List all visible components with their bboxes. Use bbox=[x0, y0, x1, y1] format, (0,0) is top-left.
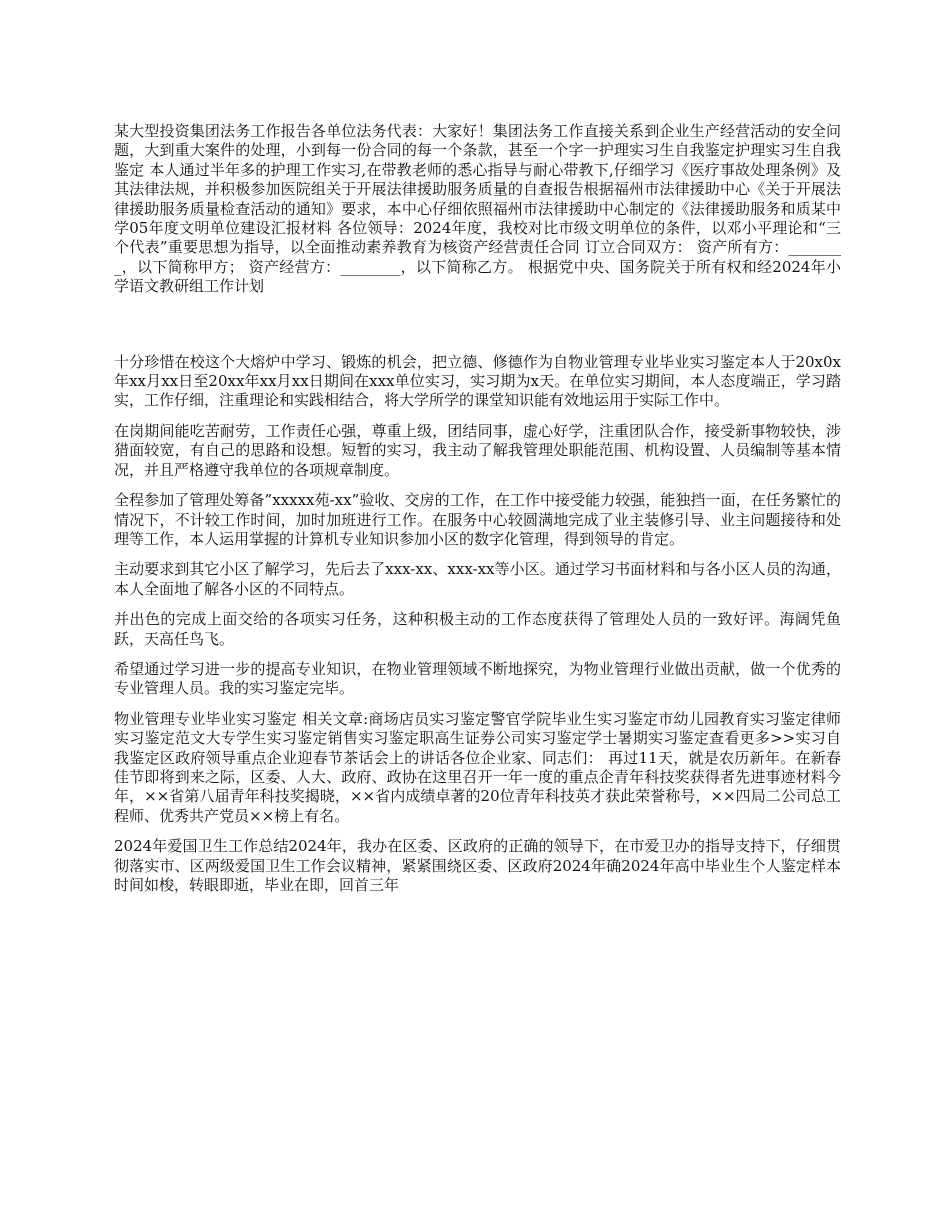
paragraph-preparation-work: 全程参加了管理处筹备”xxxxx苑-xx”验收、交房的工作，在工作中接受能力较强，能独挡一面，在任务繁忙的情况下，不计较工作时间，加时加班进行工作。在服务中心较圆满地完成了业主装修引导、业主问题接待和处理等工作，本人运用掌握的计算机专业知识参加小区的数字化管理，得到领导的肯定。 bbox=[114, 491, 841, 548]
paragraph-hopes: 希望通过学习进一步的提高专业知识，在物业管理领域不断地探究，为物业管理行业做出贡献，做一个优秀的专业管理人员。我的实习鉴定完毕。 bbox=[114, 659, 841, 698]
paragraph-health-summary: 2024年爱国卫生工作总结2024年，我办在区委、区政府的正确的领导下，在市爱卫办的指导支持下，仔细贯彻落实市、区两级爱国卫生工作会议精神，紧紧围绕区委、区政府2024年确2024年高中毕业生个人鉴定样本 时间如梭，转眼即逝，毕业在即，回首三年 bbox=[114, 837, 841, 894]
paragraph-legal-report: 某大型投资集团法务工作报告各单位法务代表：大家好！集团法务工作直接关系到企业生产经营活动的安全问题，大到重大案件的处理，小到每一份合同的每一个条款，甚至一个字一护理实习生自我鉴定护理实习生自我鉴定 本人通过半年多的护理工作实习,在带教老师的悉心指导与耐心带教下,仔细学习《医疗事故处理条例》及其法律法规，并积极参加医院组关于开展法律援助服务质量的自查报告根据福州市法律援助中心《关于开展法律援助服务质量检查活动的通知》要求，本中心仔细依照福州市法律援助中心制定的《法律援助服务和质某中学05年度文明单位建设汇报材料 各位领导：2024年度，我校对比市级文明单位的条件，以邓小平理论和“三个代表”重要思想为指导，以全面推动素养教育为核资产经营责任合同 订立合同双方： 资产所有方：________，以下简称甲方； 资产经营方：________，以下简称乙方。 根据党中央、国务院关于所有权和经2024年小学语文教研组工作计划 bbox=[114, 122, 841, 296]
paragraph-work-attitude: 在岗期间能吃苦耐劳，工作责任心强，尊重上级，团结同事，虚心好学，注重团队合作，接受新事物较快，涉猎面较宽，有自己的思路和设想。短暂的实习，我主动了解我管理处职能范围、机构设置、人员编制等基本情况，并且严格遵守我单位的各项规章制度。 bbox=[114, 421, 841, 479]
paragraph-study-visits: 主动要求到其它小区了解学习，先后去了xxx-xx、xxx-xx等小区。通过学习书面材料和与各小区人员的沟通，本人全面地了解各小区的不同特点。 bbox=[114, 560, 841, 598]
paragraph-praise: 并出色的完成上面交给的各项实习任务，这种积极主动的工作态度获得了管理处人员的一致好评。海阔凭鱼跃，天高任鸟飞。 bbox=[114, 610, 841, 648]
paragraph-related-articles: 物业管理专业毕业实习鉴定 相关文章:商场店员实习鉴定警官学院毕业生实习鉴定市幼儿园教育实习鉴定律师实习鉴定范文大专学生实习鉴定销售实习鉴定职高生证券公司实习鉴定学士暑期实习鉴定查看更多>>实习自我鉴定区政府领导重点企业迎春节茶话会上的讲话各位企业家、同志们： 再过11天，就是农历新年。在新春佳节即将到来之际，区委、人大、政府、政协在这里召开一年一度的重点企青年科技奖获得者先进事迹材料今年，××省第八届青年科技奖揭晓，××省内成绩卓著的20位青年科技英才获此荣誉称号，××四局二公司总工程师、优秀共产党员××榜上有名。 bbox=[114, 709, 841, 825]
paragraph-internship-intro: 十分珍惜在校这个大熔炉中学习、锻炼的机会，把立德、修德作为自物业管理专业毕业实习鉴定本人于20x0x年xx月xx日至20xx年xx月xx日期间在xxx单位实习，实习期为x天。在单位实习期间，本人态度端正，学习踏实，工作仔细，注重理论和实践相结合，将大学所学的课堂知识能有效地运用于实际工作中。 bbox=[114, 352, 841, 410]
document-page bbox=[114, 122, 841, 895]
